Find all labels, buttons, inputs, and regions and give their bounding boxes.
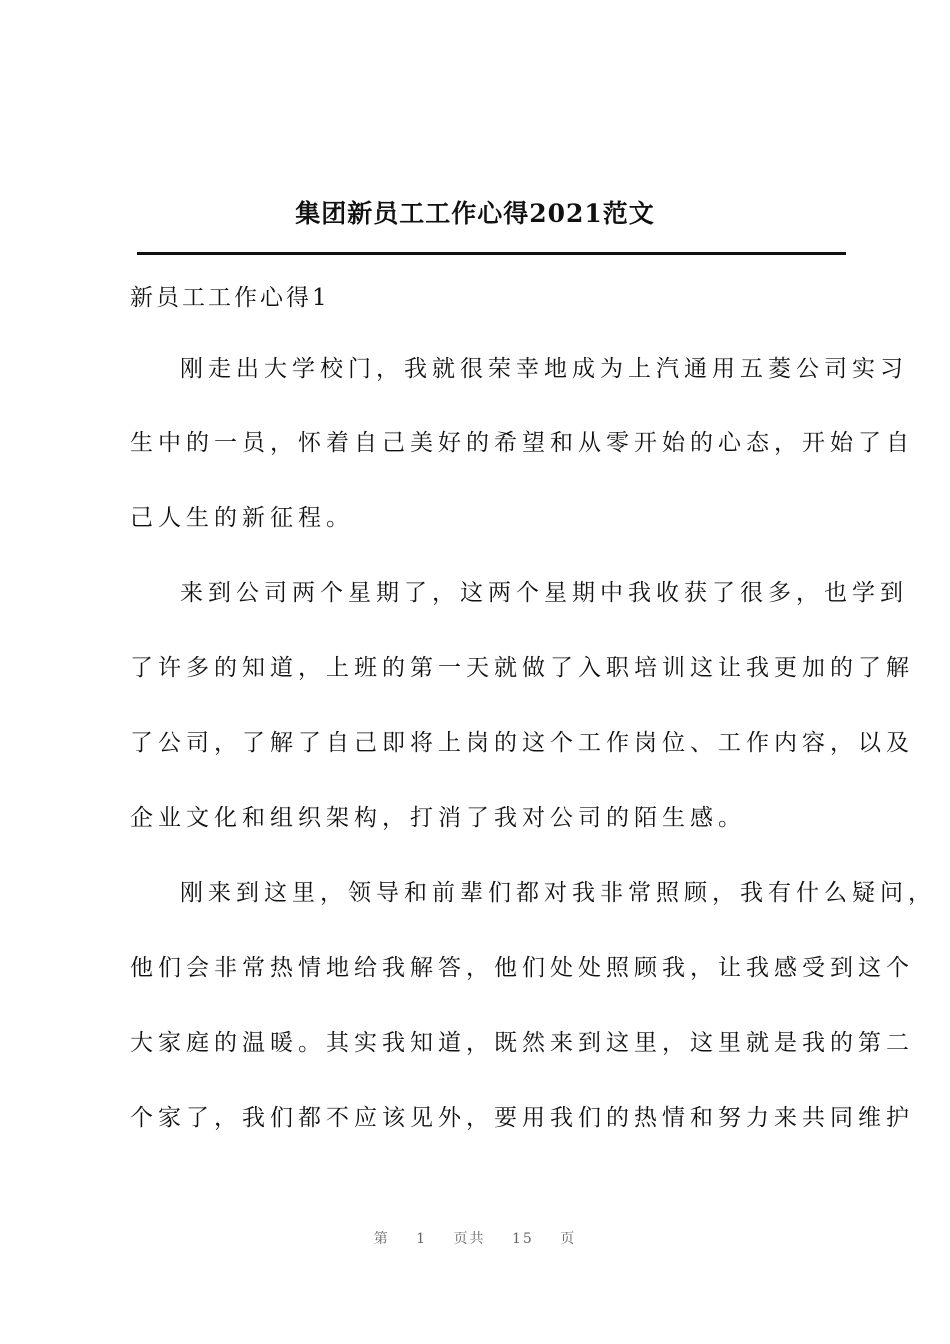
body-line-3: 己人生的新征程。 <box>130 505 354 531</box>
body-line-8: 刚来到这里，领导和前辈们都对我非常照顾，我有什么疑问， <box>180 880 936 906</box>
footer-mid: 页共 <box>453 1231 486 1247</box>
body-line-5: 了许多的知道，上班的第一天就做了入职培训这让我更加的了解 <box>130 655 914 681</box>
title-underline <box>137 252 846 255</box>
footer-prefix: 第 <box>373 1231 390 1247</box>
body-line-1: 刚走出大学校门，我就很荣幸地成为上汽通用五菱公司实习 <box>180 356 908 382</box>
body-line-10: 大家庭的温暖。其实我知道，既然来到这里，这里就是我的第二 <box>130 1030 914 1056</box>
body-line-2: 生中的一员，怀着自己美好的希望和从零开始的心态，开始了自 <box>130 430 914 456</box>
footer-page-number: 1 <box>416 1231 428 1247</box>
body-line-7: 企业文化和组织架构，打消了我对公司的陌生感。 <box>130 805 746 831</box>
body-line-9: 他们会非常热情地给我解答，他们处处照顾我，让我感受到这个 <box>130 955 914 981</box>
document-title: 集团新员工工作心得2021范文 <box>295 199 655 228</box>
section-heading: 新员工工作心得1 <box>130 285 330 311</box>
footer-page-total: 15 <box>512 1231 534 1247</box>
footer-suffix: 页 <box>560 1231 577 1247</box>
body-line-4: 来到公司两个星期了，这两个星期中我收获了很多，也学到 <box>180 580 908 606</box>
body-line-11: 个家了，我们都不应该见外，要用我们的热情和努力来共同维护 <box>130 1105 914 1131</box>
body-line-6: 了公司，了解了自己即将上岗的这个工作岗位、工作内容，以及 <box>130 730 914 756</box>
page-footer <box>0 1228 950 1248</box>
